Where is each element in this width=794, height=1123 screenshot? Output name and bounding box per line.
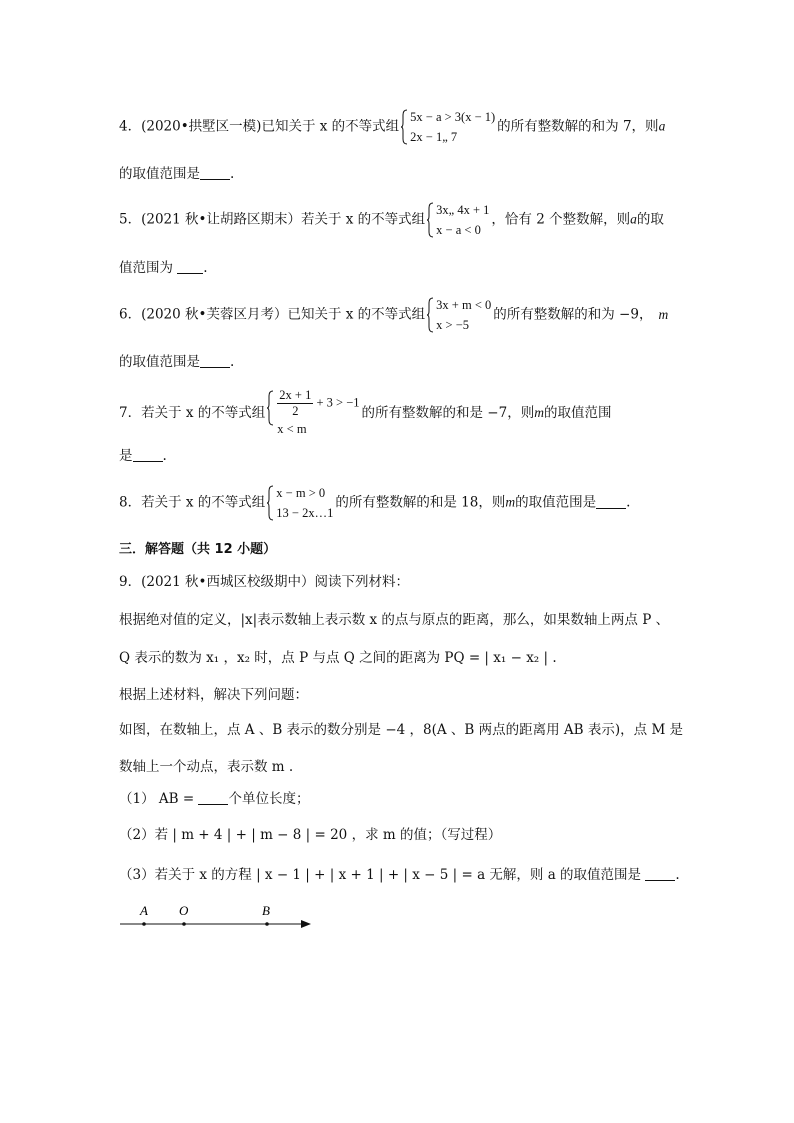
q8-eq2: 13 − 2x…1 (276, 506, 334, 520)
q7-eq2: x < m (277, 422, 307, 436)
q5-eq2: x − a < 0 (436, 223, 481, 237)
q5-prefix: 5．(2021 秋•让胡路区期末）若关于 x 的不等式组 (119, 211, 426, 228)
q9-sub2: （2）若 | m + 4 | + | m − 8 | = 20 ，求 m 的值；（写过程） (119, 827, 502, 843)
q4-suffix: 的所有整数解的和为 7，则 (497, 118, 659, 135)
q4-line2-text: 的取值范围是 (119, 166, 200, 182)
q9-sub3: （3）若关于 x 的方程 | x − 1 | + | x + 1 | + | x − 5 | = a 无解，则 a 的取值范围是 . (119, 867, 680, 883)
q8-suffix: 的所有整数解的和是 18，则 (335, 494, 506, 511)
q8-system (267, 483, 333, 523)
q7-suffix2: 的取值范围 (543, 405, 612, 421)
q7-prefix: 7．若关于 x 的不等式组 (119, 405, 266, 421)
q9-sub3-blank[interactable] (645, 866, 675, 881)
q7-eq1-rest: + 3 > −1 (316, 395, 360, 410)
point-b (265, 922, 269, 926)
q4-var: a (658, 118, 666, 134)
q4-answer-blank[interactable] (200, 165, 230, 180)
q7-eq1 (277, 388, 359, 419)
point-o (182, 922, 186, 926)
q5-line1 (119, 200, 664, 240)
q6-line2-text: 的取值范围是 (119, 354, 200, 370)
q8-prefix: 8．若关于 x 的不等式组 (119, 494, 266, 511)
q8-answer-blank[interactable] (596, 494, 626, 509)
q5-line2-text: 值范围为 (119, 260, 173, 276)
q9-paragraph-4: 如图，在数轴上，点 A 、B 表示的数分别是 −4 ，8(A 、B 两点的距离用 AB 表示)，点 M 是 (119, 722, 684, 738)
q9-title: 9．(2021 秋•西城区校级期中）阅读下列材料： (119, 574, 409, 590)
q6-answer-blank[interactable] (200, 353, 230, 368)
q6-line1 (119, 295, 668, 335)
q7-line1 (119, 388, 611, 439)
q4-eq1: 5x − a > 3(x − 1) (410, 110, 496, 124)
q5-var: a (630, 211, 637, 227)
q7-answer-blank[interactable] (133, 447, 163, 462)
q6-line2: 的取值范围是 . (119, 354, 235, 370)
q9-paragraph-3: 根据上述材料，解决下列问题： (119, 687, 308, 703)
q4-line2: 的取值范围是 . (119, 166, 235, 182)
brace-icon (401, 109, 408, 145)
q7-line2-text: 是 (119, 448, 133, 464)
q9-sub1-suffix: 个单位长度； (228, 791, 310, 807)
q4-prefix: 4．(2020•拱墅区一模)已知关于 x 的不等式组 (119, 118, 400, 135)
q6-system (427, 295, 491, 335)
brace-icon (267, 390, 274, 426)
q5-system (427, 200, 489, 240)
q7-system (267, 388, 359, 439)
q5-line2: 值范围为 . (119, 260, 208, 276)
q5-answer-blank[interactable] (177, 259, 203, 274)
q6-var: m (658, 306, 669, 322)
q5-suffix: ，恰有 2 个整数解，则 (491, 211, 631, 228)
q9-sub1-prefix: （1） AB = (119, 791, 195, 807)
q6-eq2: x > −5 (436, 318, 470, 332)
point-a-label: A (140, 903, 148, 918)
point-b-label: B (262, 903, 270, 918)
arrow-right-icon (301, 920, 311, 928)
q6-prefix: 6．(2020 秋•芙蓉区月考）已知关于 x 的不等式组 (119, 306, 426, 323)
q7-fraction (277, 388, 313, 419)
q8-eq1: x − m > 0 (276, 486, 326, 500)
brace-icon (427, 202, 434, 238)
q4-system (401, 107, 495, 147)
q5-eq1: 3x„ 4x + 1 (436, 203, 490, 217)
brace-icon (427, 297, 434, 333)
section-heading: 三．解答题（共 12 小题） (119, 542, 277, 557)
point-o-label: O (179, 903, 189, 918)
q9-paragraph-1: 根据绝对值的定义，|x|表示数轴上表示数 x 的点与原点的距离，那么，如果数轴上两点 P 、 (119, 612, 670, 628)
q8-var: m (505, 494, 516, 510)
q9-sub1 (119, 789, 309, 809)
point-a (142, 922, 146, 926)
q6-suffix: 的所有整数解的和为 −9， (493, 306, 653, 323)
q8-suffix2: 的取值范围是 (515, 494, 597, 511)
q6-eq1: 3x + m < 0 (436, 298, 492, 312)
q7-var: m (534, 405, 544, 420)
number-line-figure (115, 900, 325, 940)
q7-frac-num: 2x + 1 (279, 388, 312, 402)
q4-line1 (119, 107, 665, 147)
q9-paragraph-5: 数轴上一个动点，表示数 m . (119, 759, 294, 775)
q5-suffix2: 的取 (636, 211, 664, 228)
q8-line1: 8．若关于 x 的不等式组 x − m > 0 13 − 2x…1 的所有整数解的和是 18，则m的取值范围是 . (119, 483, 630, 523)
q7-line2: 是 . (119, 448, 167, 464)
q4-eq2: 2x − 1„ 7 (410, 130, 458, 144)
q7-suffix: 的所有整数解的和是 −7，则 (361, 405, 535, 421)
q9-sub3-prefix: （3）若关于 x 的方程 | x − 1 | + | x + 1 | + | x − 5 | = a 无解，则 a 的取值范围是 (119, 867, 642, 883)
brace-icon (267, 485, 274, 521)
q9-sub1-blank[interactable] (198, 790, 228, 805)
q7-frac-den: 2 (292, 404, 299, 418)
q9-paragraph-2: Q 表示的数为 x₁ ，x₂ 时，点 P 与点 Q 之间的距离为 PQ = | x₁ − x₂ | . (119, 650, 557, 666)
